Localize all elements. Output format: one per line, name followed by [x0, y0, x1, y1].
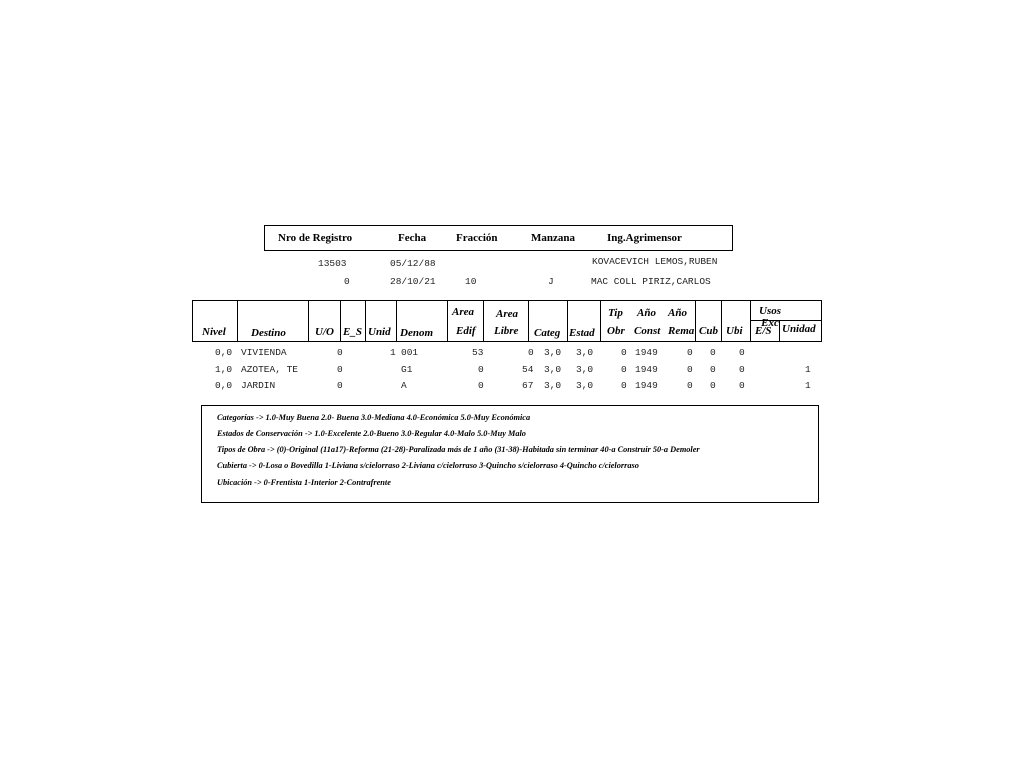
- cell-ubi: 0: [739, 347, 745, 358]
- col-divider: [447, 300, 448, 342]
- legend-box: [201, 405, 819, 503]
- registro-nro: 0: [344, 276, 350, 287]
- cell-nivel: 1,0: [215, 364, 233, 375]
- col-divider: [528, 300, 529, 342]
- legend-tipos: Tipos de Obra -> (0)-Original (11a17)-Reforma (21-28)-Paralizada más de 1 año (31-38)-Habitada sin terminar 40-a Construir 50-a Demoler: [217, 445, 700, 454]
- header-ing-agrimensor: Ing.Agrimensor: [607, 232, 682, 244]
- cell-estad: 3,0: [576, 364, 594, 375]
- col-es: E_S: [343, 326, 362, 338]
- header-top-border: [192, 300, 822, 301]
- cell-unid: 1: [390, 347, 396, 358]
- col-divider: [365, 300, 366, 342]
- header-fraccion: Fracción: [456, 232, 498, 244]
- header-nro-registro: Nro de Registro: [278, 232, 353, 244]
- cell-tip: 0: [621, 380, 627, 391]
- cell-edif: 0: [478, 380, 484, 391]
- cell-cub: 0: [710, 380, 716, 391]
- cell-edif: 53: [472, 347, 484, 358]
- cell-destino: JARDIN: [241, 380, 276, 391]
- cell-libre: 67: [522, 380, 534, 391]
- cell-tip: 0: [621, 364, 627, 375]
- col-unidad: Unidad: [782, 323, 816, 335]
- registro-fraccion: 10: [465, 276, 477, 287]
- col-es2: E/S: [755, 325, 772, 337]
- cell-const: 1949: [635, 347, 658, 358]
- col-area-edif-1: Area: [452, 306, 474, 318]
- cell-cub: 0: [710, 364, 716, 375]
- cell-cub: 0: [710, 347, 716, 358]
- col-area-libre-2: Libre: [494, 325, 519, 337]
- cell-unidad: 1: [805, 380, 811, 391]
- cell-rema: 0: [687, 380, 693, 391]
- cell-estad: 3,0: [576, 380, 594, 391]
- legend-estados: Estados de Conservación -> 1.0-Excelente 2.0-Bueno 3.0-Regular 4.0-Malo 5.0-Muy Malo: [217, 429, 526, 438]
- col-ano-rema-1: Año: [668, 307, 687, 319]
- registro-manzana: J: [548, 276, 554, 287]
- col-ubi: Ubi: [726, 325, 743, 337]
- cell-libre: 0: [528, 347, 534, 358]
- cell-categ: 3,0: [544, 380, 562, 391]
- col-ano-rema-2: Rema: [668, 325, 695, 337]
- cell-uo: 0: [337, 347, 343, 358]
- cell-rema: 0: [687, 364, 693, 375]
- cell-rema: 0: [687, 347, 693, 358]
- col-unid: Unid: [368, 326, 391, 338]
- registro-nro: 13503: [318, 258, 347, 269]
- cell-destino: VIVIENDA: [241, 347, 287, 358]
- cell-destino: AZOTEA, TE: [241, 364, 299, 375]
- cell-denom: G1: [401, 364, 413, 375]
- cell-const: 1949: [635, 364, 658, 375]
- cell-uo: 0: [337, 364, 343, 375]
- cell-uo: 0: [337, 380, 343, 391]
- cell-denom: A: [401, 380, 407, 391]
- cell-unidad: 1: [805, 364, 811, 375]
- header-fecha: Fecha: [398, 232, 427, 244]
- cell-tip: 0: [621, 347, 627, 358]
- header-bottom-border: [192, 341, 822, 342]
- col-categ: Categ: [534, 327, 561, 339]
- registro-agrimensor: KOVACEVICH LEMOS,RUBEN: [592, 256, 718, 267]
- col-divider: [721, 300, 722, 342]
- legend-ubicacion: Ubicación -> 0-Frentista 1-Interior 2-Contrafrente: [217, 478, 391, 487]
- col-cub: Cub: [699, 325, 718, 337]
- legend-categorias: Categorías -> 1.0-Muy Buena 2.0- Buena 3.0-Mediana 4.0-Económica 5.0-Muy Económica: [217, 413, 531, 422]
- col-divider: [600, 300, 601, 342]
- cell-estad: 3,0: [576, 347, 594, 358]
- cell-ubi: 0: [739, 380, 745, 391]
- cell-libre: 54: [522, 364, 534, 375]
- col-tip-2: Obr: [607, 325, 625, 337]
- col-ano-const-1: Año: [637, 307, 656, 319]
- col-usos-exc: Usos Exc: [759, 305, 782, 329]
- col-denom: Denom: [400, 327, 433, 339]
- col-divider: [192, 300, 193, 342]
- col-nivel: Nivel: [202, 326, 226, 338]
- registro-agrimensor: MAC COLL PIRIZ,CARLOS: [591, 276, 711, 287]
- header-manzana: Manzana: [531, 232, 575, 244]
- col-estad: Estad: [569, 327, 595, 339]
- cell-nivel: 0,0: [215, 347, 233, 358]
- cell-ubi: 0: [739, 364, 745, 375]
- col-divider: [396, 300, 397, 342]
- col-divider: [237, 300, 238, 342]
- registro-fecha: 05/12/88: [390, 258, 436, 269]
- col-divider: [695, 300, 696, 342]
- col-uo: U/O: [315, 326, 334, 338]
- legend-cubierta: Cubierta -> 0-Losa o Bovedilla 1-Liviana s/cielorraso 2-Liviana c/cielorraso 3-Quincho s/cielorraso 4-Quincho c/cielorraso: [217, 461, 639, 470]
- cell-denom: 001: [401, 347, 419, 358]
- col-divider: [483, 300, 484, 342]
- col-destino: Destino: [251, 327, 286, 339]
- cell-edif: 0: [478, 364, 484, 375]
- registro-header: [264, 225, 733, 251]
- col-tip-1: Tip: [608, 307, 623, 319]
- cell-nivel: 0,0: [215, 380, 233, 391]
- col-area-libre-1: Area: [496, 308, 518, 320]
- col-ano-const-2: Const: [634, 325, 661, 337]
- col-area-edif-2: Edif: [456, 325, 476, 337]
- cell-categ: 3,0: [544, 347, 562, 358]
- col-divider: [340, 300, 341, 342]
- col-divider: [308, 300, 309, 342]
- col-divider: [567, 300, 568, 342]
- registro-fecha: 28/10/21: [390, 276, 436, 287]
- col-divider: [750, 300, 751, 342]
- col-divider: [821, 300, 822, 342]
- cell-categ: 3,0: [544, 364, 562, 375]
- cell-const: 1949: [635, 380, 658, 391]
